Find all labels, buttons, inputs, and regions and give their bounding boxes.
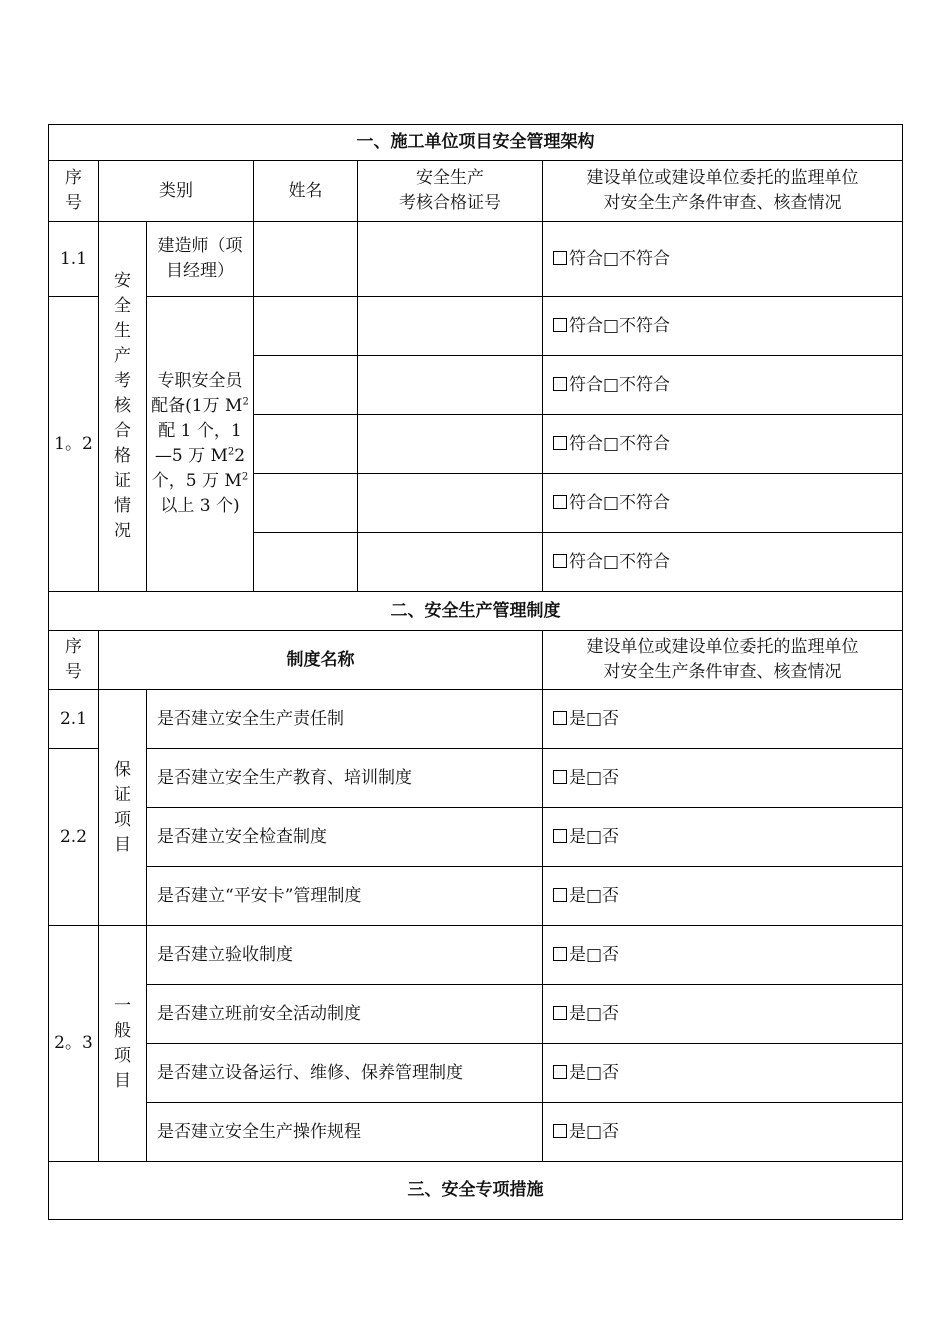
system-name-cell: 是否建立“平安卡”管理制度 xyxy=(147,867,543,926)
checkbox-icon[interactable] xyxy=(553,829,567,843)
name-cell[interactable] xyxy=(254,297,358,356)
system-name-cell: 是否建立设备运行、维修、保养管理制度 xyxy=(147,1044,543,1103)
name-cell[interactable] xyxy=(254,222,358,297)
seq-cell: 1。2 xyxy=(49,297,99,592)
review-result: 是□否 xyxy=(543,926,903,985)
checkbox-icon[interactable] xyxy=(553,770,567,784)
group-label-guarantee: 保证项目 xyxy=(99,690,147,926)
cert-number-cell[interactable] xyxy=(358,222,543,297)
seq-cell: 1.1 xyxy=(49,222,99,297)
checkbox-icon[interactable] xyxy=(553,377,567,391)
header-seq: 序号 xyxy=(49,631,99,690)
system-name-cell: 是否建立安全生产教育、培训制度 xyxy=(147,749,543,808)
cert-number-cell[interactable] xyxy=(358,356,543,415)
section2-title: 二、安全生产管理制度 xyxy=(49,592,903,631)
review-result: 是□否 xyxy=(543,749,903,808)
review-result: 是□否 xyxy=(543,1103,903,1162)
review-result: 是□否 xyxy=(543,690,903,749)
checkbox-icon[interactable] xyxy=(553,436,567,450)
checkbox-icon[interactable] xyxy=(553,554,567,568)
header-seq: 序号 xyxy=(49,161,99,222)
cert-number-cell[interactable] xyxy=(358,474,543,533)
checkbox-icon[interactable] xyxy=(553,1006,567,1020)
review-result: 符合□不符合 xyxy=(543,415,903,474)
checkbox-icon[interactable] xyxy=(553,495,567,509)
review-result: 符合□不符合 xyxy=(543,474,903,533)
checkbox-icon[interactable] xyxy=(553,318,567,332)
checkbox-icon[interactable] xyxy=(553,1124,567,1138)
category-cell: 专职安全员配备(1万 $M^2$配 1 个，1—5 万 $M^22$ 个，5 万 $M^2$以上 3 个) xyxy=(147,297,254,592)
system-name-cell: 是否建立安全检查制度 xyxy=(147,808,543,867)
section3-title: 三、安全专项措施 xyxy=(49,1162,903,1220)
review-result: 符合□不符合 xyxy=(543,297,903,356)
seq-cell: 2.2 xyxy=(49,749,99,926)
header-name: 姓名 xyxy=(254,161,358,222)
header-category: 类别 xyxy=(99,161,254,222)
name-cell[interactable] xyxy=(254,533,358,592)
cert-number-cell[interactable] xyxy=(358,297,543,356)
header-cert-number: 安全生产 考核合格证号 xyxy=(358,161,543,222)
review-result: 符合□不符合 xyxy=(543,222,903,297)
system-name-cell: 是否建立安全生产责任制 xyxy=(147,690,543,749)
review-result: 是□否 xyxy=(543,808,903,867)
safety-form-table xyxy=(48,124,903,1220)
system-name-cell: 是否建立安全生产操作规程 xyxy=(147,1103,543,1162)
review-result: 是□否 xyxy=(543,867,903,926)
header-system-name: 制度名称 xyxy=(99,631,543,690)
checkbox-icon[interactable] xyxy=(553,251,567,265)
review-result: 是□否 xyxy=(543,985,903,1044)
review-result: 是□否 xyxy=(543,1044,903,1103)
checkbox-icon[interactable] xyxy=(553,711,567,725)
name-cell[interactable] xyxy=(254,356,358,415)
group-label-general: 一般项目 xyxy=(99,926,147,1162)
header-review-status: 建设单位或建设单位委托的监理单位 对安全生产条件审查、核查情况 xyxy=(543,161,903,222)
review-result: 符合□不符合 xyxy=(543,533,903,592)
cert-number-cell[interactable] xyxy=(358,533,543,592)
review-result: 符合□不符合 xyxy=(543,356,903,415)
header-review-status: 建设单位或建设单位委托的监理单位 对安全生产条件审查、核查情况 xyxy=(543,631,903,690)
checkbox-icon[interactable] xyxy=(553,888,567,902)
name-cell[interactable] xyxy=(254,415,358,474)
seq-cell: 2.1 xyxy=(49,690,99,749)
cert-number-cell[interactable] xyxy=(358,415,543,474)
seq-cell: 2。3 xyxy=(49,926,99,1162)
checkbox-icon[interactable] xyxy=(553,947,567,961)
name-cell[interactable] xyxy=(254,474,358,533)
checkbox-icon[interactable] xyxy=(553,1065,567,1079)
system-name-cell: 是否建立验收制度 xyxy=(147,926,543,985)
category-cell: 建造师（项目经理） xyxy=(147,222,254,297)
section1-title: 一、施工单位项目安全管理架构 xyxy=(49,125,903,161)
system-name-cell: 是否建立班前安全活动制度 xyxy=(147,985,543,1044)
group-label-cert: 安全生产考核合格证情况 xyxy=(99,222,147,592)
